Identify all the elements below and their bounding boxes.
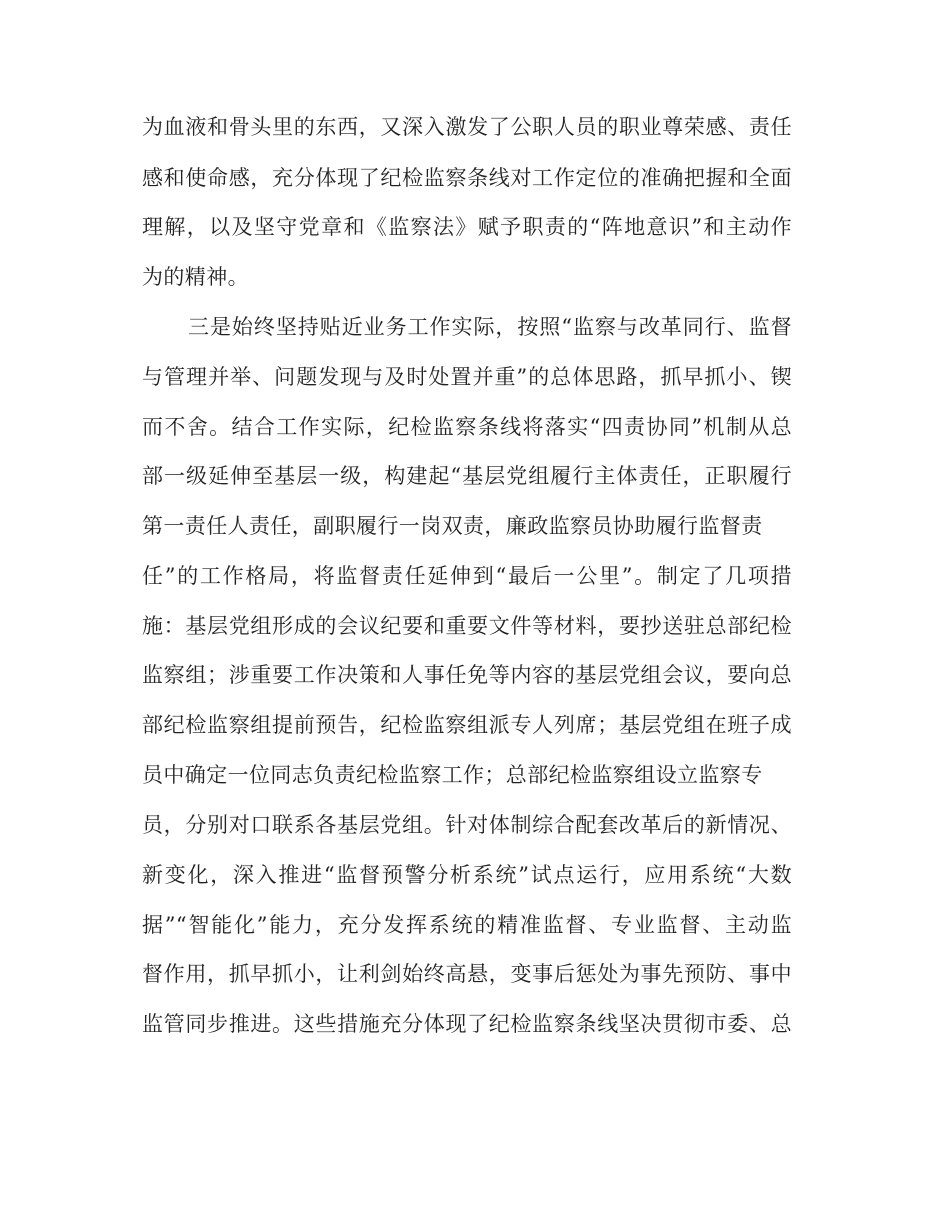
text-line: 监察组；涉重要工作决策和人事任免等内容的基层党组会议，要向总 xyxy=(142,663,792,687)
text-line: 督作用，抓早抓小，让利剑始终高悬，变事后惩处为事先预防、事中 xyxy=(142,962,792,986)
text-line: 第一责任人责任，副职履行一岗双责，廉政监察员协助履行监督责 xyxy=(142,514,763,538)
text-line: 部纪检监察组提前预告，纪检监察组派专人列席；基层党组在班子成 xyxy=(142,713,792,737)
text-line: 部一级延伸至基层一级，构建起“基层党组履行主体责任，正职履行 xyxy=(142,464,792,488)
text-line: 理解，以及坚守党章和《监察法》赋予职责的“阵地意识”和主动作 xyxy=(142,215,792,239)
text-line: 员，分别对口联系各基层党组。针对体制综合配套改革后的新情况、 xyxy=(142,813,792,837)
text-line: 感和使命感，充分体现了纪检监察条线对工作定位的准确把握和全面 xyxy=(142,166,792,190)
text-line: 任”的工作格局，将监督责任延伸到“最后一公里”。制定了几项措 xyxy=(142,564,792,588)
text-line: 监管同步推进。这些措施充分体现了纪检监察条线坚决贯彻市委、总 xyxy=(142,1012,792,1036)
text-line: 为的精神。 xyxy=(142,265,249,289)
text-line: 施：基层党组形成的会议纪要和重要文件等材料，要抄送驻总部纪检 xyxy=(142,614,792,638)
text-line: 据”“智能化”能力，充分发挥系统的精准监督、专业监督、主动监 xyxy=(142,913,792,937)
text-line: 为血液和骨头里的东西，又深入激发了公职人员的职业尊荣感、责任 xyxy=(142,115,792,139)
text-line: 而不舍。结合工作实际，纪检监察条线将落实“四责协同”机制从总 xyxy=(142,415,792,439)
text-line: 与管理并举、问题发现与及时处置并重”的总体思路，抓早抓小、锲 xyxy=(142,365,792,389)
text-line: 员中确定一位同志负责纪检监察工作；总部纪检监察组设立监察专 xyxy=(142,763,763,787)
text-line: 新变化，深入推进“监督预警分析系统”试点运行，应用系统“大数 xyxy=(142,863,792,887)
paragraph-first-line: 三是始终坚持贴近业务工作实际，按照“监察与改革同行、监督 xyxy=(188,315,792,339)
